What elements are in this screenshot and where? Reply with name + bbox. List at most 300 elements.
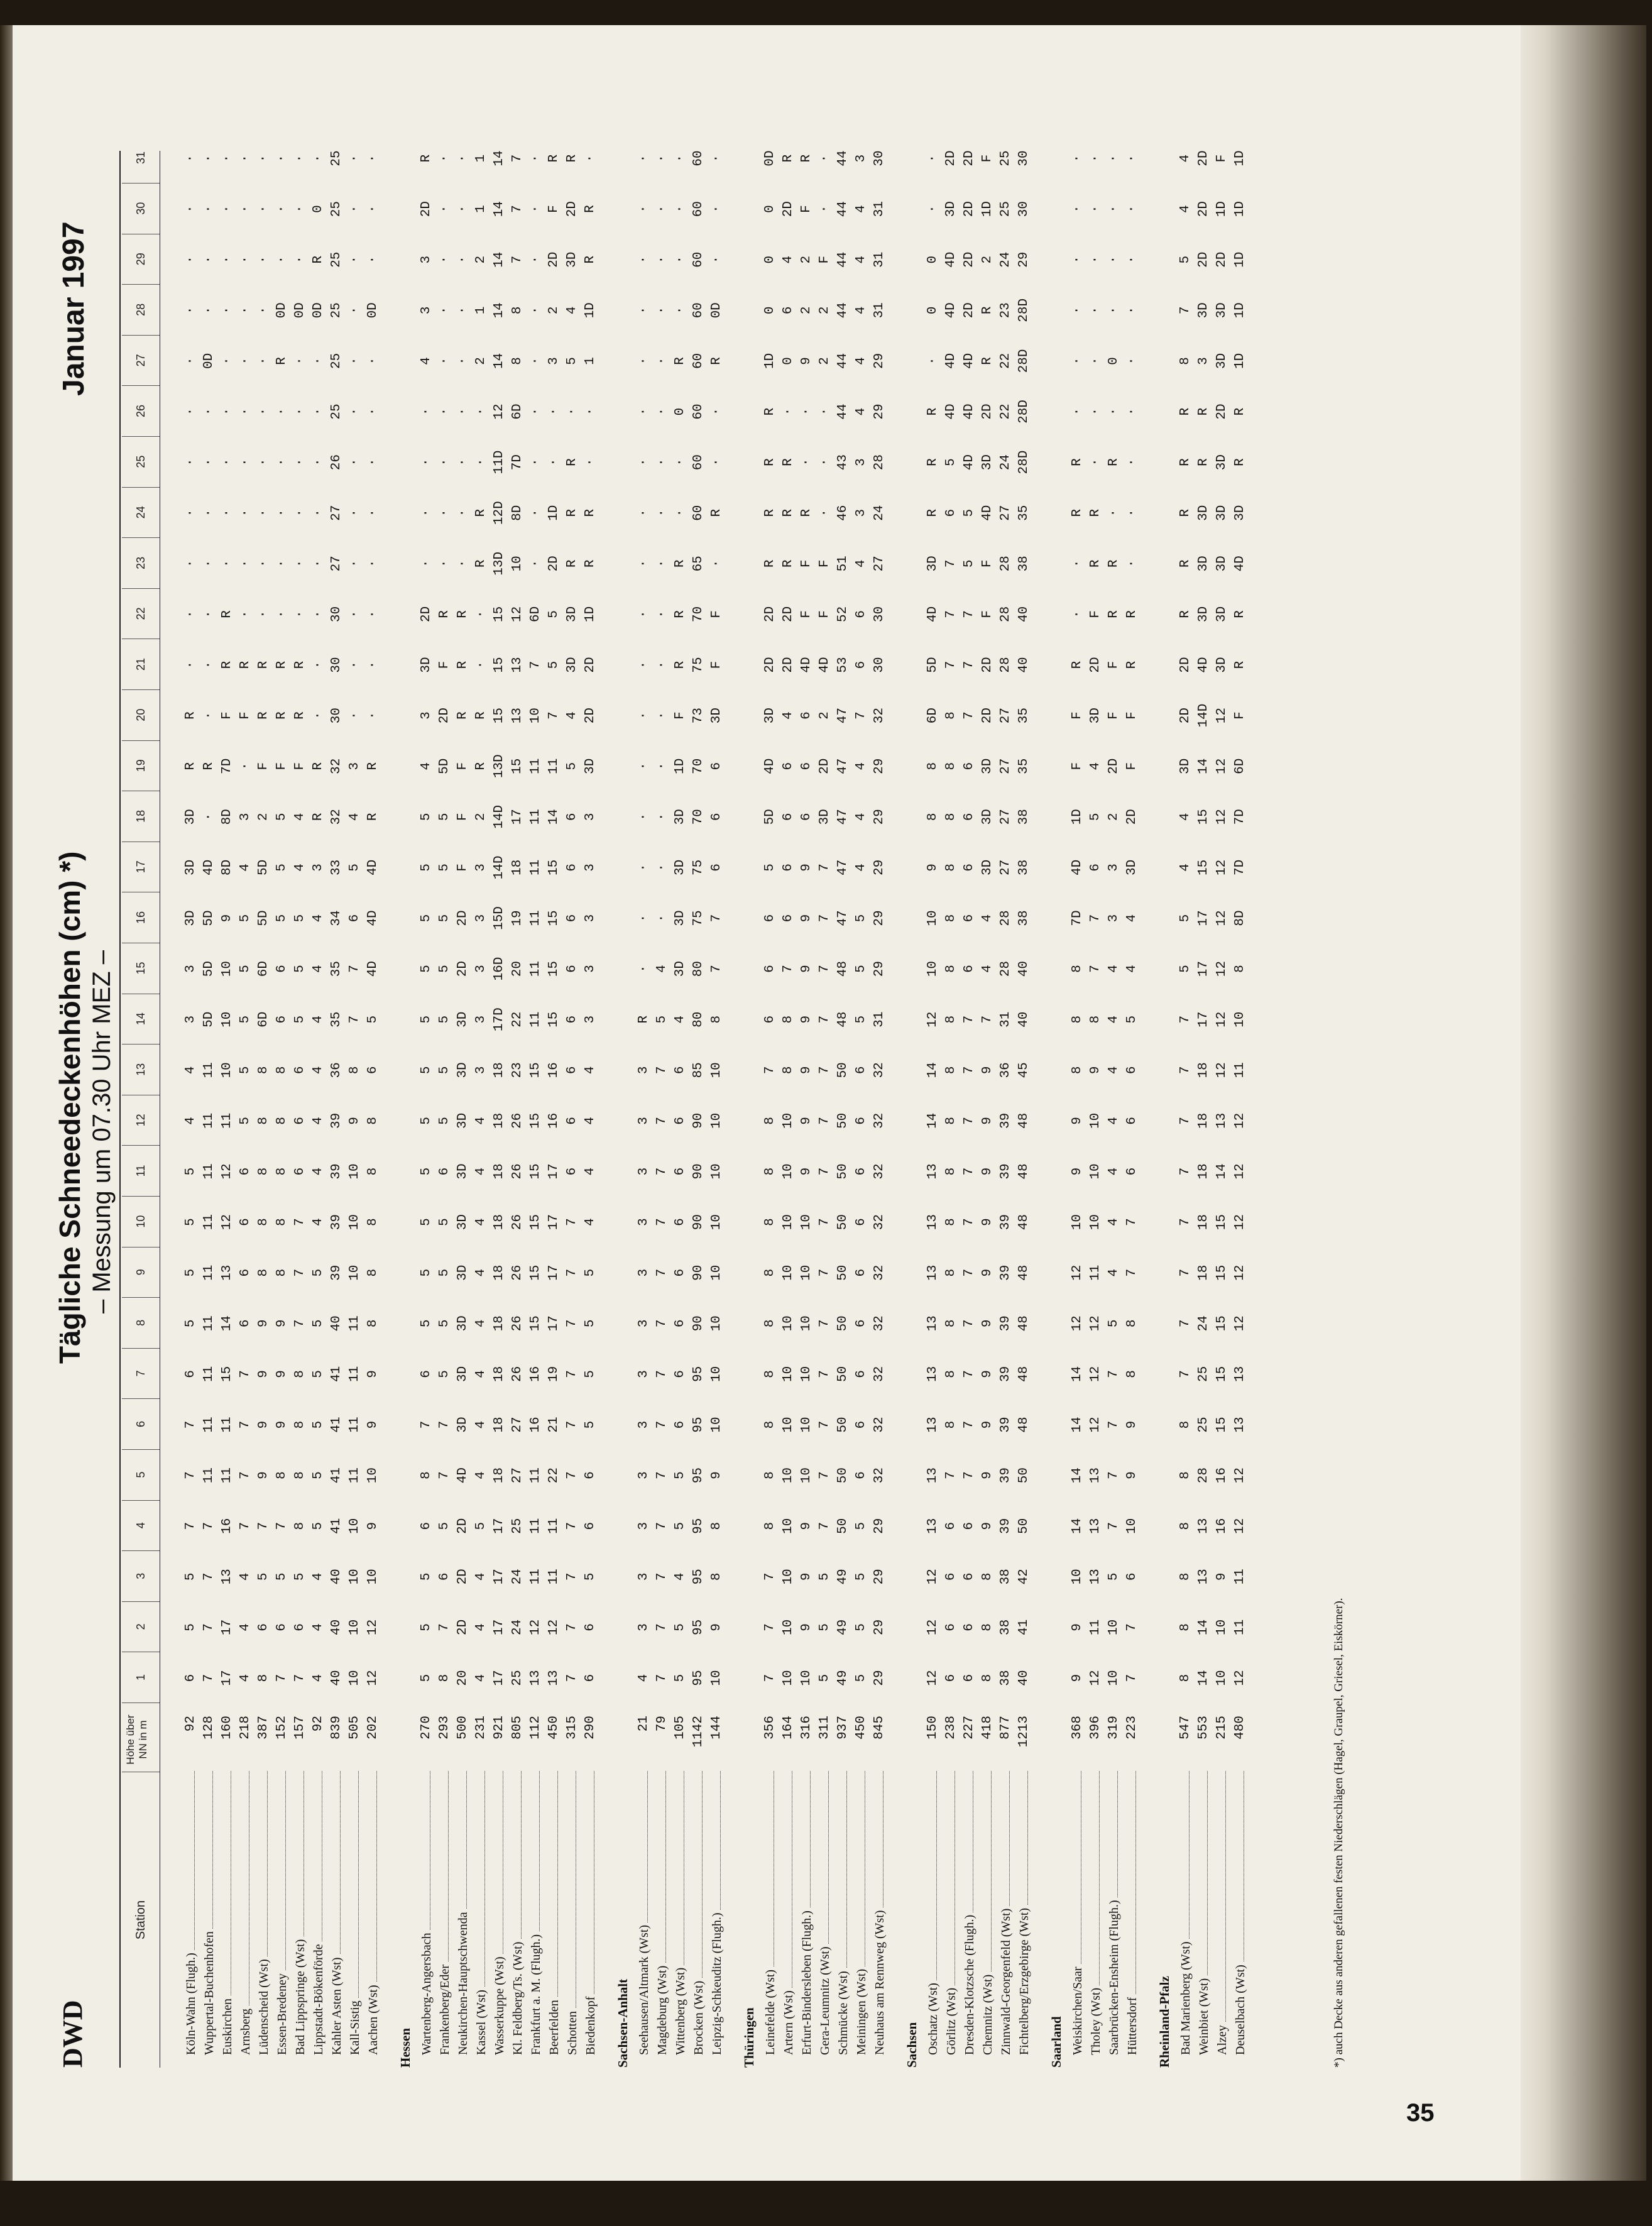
snow-depth-cell: 8 bbox=[763, 1167, 777, 1176]
snow-depth-cell: 28D bbox=[1017, 450, 1031, 474]
snow-depth-cell: 8 bbox=[980, 1572, 995, 1581]
snow-depth-cell: 25 bbox=[510, 1670, 525, 1686]
station-name bbox=[1087, 1766, 1105, 2055]
station-altitude: 202 bbox=[366, 1716, 380, 1740]
snow-depth-cell: 6 bbox=[962, 762, 976, 770]
snow-depth-cell: · bbox=[220, 559, 234, 568]
snow-depth-cell: 13 bbox=[926, 1417, 940, 1433]
snow-depth-cell: 15D bbox=[492, 906, 506, 930]
snow-depth-cell: 9 bbox=[1070, 1117, 1085, 1125]
snow-depth-cell: · bbox=[673, 154, 687, 163]
snow-depth-cell: 5 bbox=[238, 914, 253, 923]
snow-depth-cell: 5 bbox=[293, 1572, 307, 1581]
snow-depth-cell: 53 bbox=[836, 657, 850, 673]
snow-depth-cell: 8 bbox=[763, 1117, 777, 1125]
snow-depth-cell: · bbox=[256, 610, 271, 618]
snow-depth-cell: · bbox=[202, 508, 216, 517]
snow-depth-cell: · bbox=[202, 711, 216, 720]
snow-depth-cell: 18 bbox=[1196, 1112, 1211, 1129]
snow-depth-cell: · bbox=[256, 205, 271, 213]
snow-depth-cell: 48 bbox=[1017, 1315, 1031, 1332]
snow-depth-cell: 8 bbox=[944, 1066, 958, 1075]
snow-depth-cell: 4 bbox=[311, 965, 325, 973]
table-row bbox=[328, 151, 346, 2068]
snow-depth-cell: 5 bbox=[1107, 1572, 1121, 1581]
snow-depth-cell: 5 bbox=[818, 1572, 832, 1581]
snow-depth-cell: 13 bbox=[1088, 1569, 1103, 1585]
snow-depth-cell: 3D bbox=[1196, 505, 1211, 521]
station-altitude: 315 bbox=[565, 1716, 579, 1740]
snow-depth-cell: 10 bbox=[347, 1670, 362, 1686]
snow-depth-cell: 30 bbox=[329, 708, 344, 724]
snow-depth-cell: 24 bbox=[998, 454, 1013, 471]
snow-depth-cell: 12 bbox=[1233, 1214, 1247, 1231]
snow-depth-cell: 3D bbox=[926, 556, 940, 572]
snow-depth-cell: R bbox=[1070, 661, 1085, 669]
snow-depth-cell: 2D bbox=[1196, 251, 1211, 268]
station-label: Alzey bbox=[1215, 2022, 1229, 2055]
snow-depth-cell: · bbox=[456, 407, 470, 416]
snow-depth-cell: 4D bbox=[818, 657, 832, 673]
snow-depth-cell: 51 bbox=[836, 556, 850, 572]
snow-depth-cell: · bbox=[456, 508, 470, 517]
snow-depth-cell: 23 bbox=[510, 1062, 525, 1078]
snow-depth-cell: 4 bbox=[1178, 864, 1193, 872]
snow-depth-cell: 2D bbox=[962, 201, 976, 217]
snow-depth-cell: 3D bbox=[1233, 505, 1247, 521]
snow-depth-cell: 4 bbox=[238, 864, 253, 872]
snow-depth-cell: 8 bbox=[1178, 357, 1193, 365]
snow-depth-cell: 7 bbox=[293, 1218, 307, 1226]
snow-depth-cell: R bbox=[926, 458, 940, 466]
snow-depth-cell: 95 bbox=[691, 1366, 706, 1383]
snow-depth-cell: 5 bbox=[818, 1623, 832, 1631]
station-name bbox=[564, 1766, 581, 2055]
snow-depth-cell: 17 bbox=[1196, 1011, 1211, 1028]
column-header-altitude: Höhe über NN in m bbox=[124, 1714, 149, 1765]
station-name bbox=[346, 1766, 364, 2055]
station-name bbox=[834, 1766, 852, 2055]
snow-depth-cell: 42 bbox=[1017, 1569, 1031, 1585]
snow-depth-cell: 10 bbox=[347, 1518, 362, 1534]
table-row bbox=[654, 151, 671, 2068]
snow-depth-cell: 9 bbox=[980, 1420, 995, 1429]
snow-depth-cell: 4 bbox=[347, 813, 362, 821]
snow-depth-cell: 7 bbox=[655, 1066, 669, 1075]
snow-depth-cell: 39 bbox=[998, 1417, 1013, 1433]
snow-depth-cell: 4D bbox=[944, 353, 958, 370]
snow-depth-cell: 6 bbox=[565, 864, 579, 872]
snow-depth-cell: 10 bbox=[347, 1163, 362, 1180]
snow-depth-cell: · bbox=[565, 407, 579, 416]
station-label: Frankenberg/Eder bbox=[438, 1962, 452, 2055]
snow-depth-cell: 35 bbox=[1017, 708, 1031, 724]
snow-depth-cell: 17 bbox=[1196, 910, 1211, 926]
station-label: Fichtelberg/Erzgebirge (Wst) bbox=[1017, 1905, 1031, 2055]
snow-depth-cell: R bbox=[565, 458, 579, 466]
station-label: Kahler Asten (Wst) bbox=[330, 1955, 344, 2055]
snow-depth-cell: 47 bbox=[836, 859, 850, 876]
snow-depth-cell: 39 bbox=[998, 1518, 1013, 1534]
snow-depth-cell: · bbox=[220, 255, 234, 264]
snow-depth-cell: 10 bbox=[799, 1264, 814, 1281]
snow-depth-cell: 24 bbox=[510, 1619, 525, 1636]
snow-depth-cell: F bbox=[238, 711, 253, 720]
snow-depth-cell: 17 bbox=[547, 1264, 561, 1281]
snow-depth-cell: · bbox=[926, 357, 940, 365]
snow-depth-cell: · bbox=[275, 205, 289, 213]
snow-depth-cell: R bbox=[474, 711, 488, 720]
table-row bbox=[454, 151, 472, 2068]
snow-depth-cell: 12 bbox=[926, 1569, 940, 1585]
snow-depth-cell: 9 bbox=[1070, 1167, 1085, 1176]
snow-depth-cell: 3 bbox=[1196, 357, 1211, 365]
snow-depth-cell: · bbox=[256, 255, 271, 264]
snow-depth-cell: 6 bbox=[854, 1066, 868, 1075]
snow-depth-cell: · bbox=[437, 154, 452, 163]
snow-depth-cell: 7 bbox=[437, 1471, 452, 1479]
snow-depth-cell: · bbox=[655, 154, 669, 163]
snow-depth-cell: 17D bbox=[492, 1007, 506, 1032]
snow-depth-cell: 28D bbox=[1017, 349, 1031, 373]
snow-depth-cell: 5 bbox=[854, 1674, 868, 1682]
snow-depth-cell: 7 bbox=[962, 1167, 976, 1176]
snow-depth-cell: 8 bbox=[944, 1015, 958, 1024]
snow-depth-cell: 10 bbox=[1107, 1670, 1121, 1686]
snow-depth-cell: · bbox=[238, 154, 253, 163]
snow-depth-cell: · bbox=[347, 610, 362, 618]
table-row bbox=[219, 151, 236, 2068]
snow-depth-cell: 8 bbox=[709, 1572, 724, 1581]
snow-depth-cell: 32 bbox=[872, 708, 887, 724]
snow-depth-cell: 3D bbox=[1196, 606, 1211, 623]
station-name bbox=[527, 1766, 545, 2055]
snow-depth-cell: 4 bbox=[1088, 762, 1103, 770]
snow-depth-cell: 60 bbox=[691, 353, 706, 370]
snow-depth-cell: 26 bbox=[510, 1315, 525, 1332]
station-name bbox=[200, 1766, 218, 2055]
snow-depth-cell: 25 bbox=[329, 201, 344, 217]
snow-depth-cell: 6 bbox=[673, 1420, 687, 1429]
snow-depth-cell: · bbox=[637, 357, 651, 365]
column-header-day: 10 bbox=[122, 1197, 160, 1247]
snow-depth-cell: 90 bbox=[691, 1163, 706, 1180]
snow-depth-cell: 14D bbox=[492, 804, 506, 829]
snow-depth-cell: 5 bbox=[1088, 813, 1103, 821]
snow-depth-cell: 4 bbox=[311, 914, 325, 923]
station-name bbox=[328, 1766, 346, 2055]
snow-depth-cell: 3D bbox=[763, 708, 777, 724]
snow-depth-cell: 5 bbox=[673, 1623, 687, 1631]
snow-depth-cell: 39 bbox=[329, 1112, 344, 1129]
snow-depth-cell: 6D bbox=[510, 403, 525, 420]
station-label: Gera-Leumnitz (Wst) bbox=[818, 1944, 832, 2055]
column-header-day: 25 bbox=[122, 437, 160, 488]
snow-depth-cell: 7 bbox=[1125, 1674, 1139, 1682]
snow-depth-cell: 15 bbox=[492, 708, 506, 724]
snow-depth-cell: 29 bbox=[1017, 251, 1031, 268]
snow-depth-cell: 5 bbox=[944, 458, 958, 466]
group-heading: Sachsen-Anhalt bbox=[615, 1978, 630, 2068]
station-name bbox=[237, 1766, 254, 2055]
snow-depth-cell: R bbox=[926, 508, 940, 517]
snow-depth-cell: 8 bbox=[944, 813, 958, 821]
snow-depth-cell: 7 bbox=[347, 1015, 362, 1024]
snow-depth-cell: 18 bbox=[492, 1264, 506, 1281]
snow-depth-cell: 5 bbox=[547, 610, 561, 618]
station-label: Artern (Wst) bbox=[782, 1988, 796, 2055]
snow-depth-cell: 35 bbox=[1017, 505, 1031, 521]
snow-depth-cell: 28 bbox=[998, 556, 1013, 572]
station-altitude: 79 bbox=[655, 1716, 669, 1732]
snow-depth-cell: 49 bbox=[836, 1569, 850, 1585]
snow-depth-cell: 95 bbox=[691, 1417, 706, 1433]
snow-depth-cell: 10 bbox=[709, 1670, 724, 1686]
station-label: Kl. Feldberg/Ts. (Wst) bbox=[511, 1939, 525, 2055]
snow-depth-cell: · bbox=[709, 458, 724, 466]
snow-depth-cell: 8 bbox=[1088, 1015, 1103, 1024]
snow-depth-cell: 26 bbox=[510, 1112, 525, 1129]
snow-depth-cell: 7 bbox=[293, 1674, 307, 1682]
station-label: Wittenberg (Wst) bbox=[674, 1965, 687, 2055]
table-row bbox=[346, 151, 364, 2068]
snow-depth-cell: 25 bbox=[329, 403, 344, 420]
snow-depth-cell: · bbox=[655, 205, 669, 213]
snow-depth-cell: R bbox=[763, 407, 777, 416]
snow-depth-cell: 2 bbox=[799, 255, 814, 264]
snow-depth-cell: F bbox=[275, 762, 289, 770]
snow-depth-cell: 13 bbox=[510, 657, 525, 673]
snow-depth-cell: 27 bbox=[329, 556, 344, 572]
snow-depth-cell: · bbox=[366, 661, 380, 669]
snow-depth-cell: 6 bbox=[709, 813, 724, 821]
snow-depth-cell: · bbox=[311, 458, 325, 466]
station-label: Leinefelde (Wst) bbox=[763, 1967, 777, 2055]
snow-depth-cell: 5 bbox=[673, 1471, 687, 1479]
snow-depth-cell: 4 bbox=[673, 1572, 687, 1581]
snow-depth-cell: 2D bbox=[818, 758, 832, 774]
snow-depth-cell: R bbox=[709, 508, 724, 517]
snow-depth-cell: 10 bbox=[781, 1417, 796, 1433]
snow-depth-cell: 6 bbox=[962, 1572, 976, 1581]
snow-depth-cell: R bbox=[1178, 610, 1193, 618]
snow-depth-cell: 4 bbox=[419, 357, 434, 365]
snow-depth-cell: 7 bbox=[275, 1521, 289, 1530]
snow-depth-cell: 10 bbox=[366, 1569, 380, 1585]
snow-depth-cell: 5 bbox=[854, 1572, 868, 1581]
snow-depth-cell: 29 bbox=[872, 1518, 887, 1534]
snow-depth-cell: 7 bbox=[763, 1572, 777, 1581]
snow-depth-cell: 8 bbox=[944, 1268, 958, 1277]
snow-depth-cell: 50 bbox=[836, 1112, 850, 1129]
snow-depth-cell: 10 bbox=[1125, 1518, 1139, 1534]
snow-depth-cell: 2D bbox=[980, 708, 995, 724]
snow-depth-cell: 3 bbox=[474, 914, 488, 923]
snow-depth-cell: 60 bbox=[691, 150, 706, 167]
snow-depth-cell: 40 bbox=[1017, 961, 1031, 977]
snow-depth-cell: · bbox=[1088, 407, 1103, 416]
snow-depth-cell: 35 bbox=[1017, 758, 1031, 774]
snow-depth-cell: · bbox=[238, 508, 253, 517]
snow-depth-cell: 11 bbox=[202, 1163, 216, 1180]
snow-depth-cell: R bbox=[637, 1015, 651, 1024]
snow-depth-cell: · bbox=[366, 407, 380, 416]
snow-depth-cell: 7 bbox=[565, 1572, 579, 1581]
snow-depth-cell: · bbox=[637, 762, 651, 770]
snow-depth-cell: 12 bbox=[220, 1163, 234, 1180]
snow-depth-cell: 50 bbox=[836, 1214, 850, 1231]
station-altitude: 215 bbox=[1215, 1716, 1229, 1740]
snow-depth-cell: 28 bbox=[998, 606, 1013, 623]
snow-depth-cell: 21 bbox=[547, 1417, 561, 1433]
snow-depth-cell: 11 bbox=[1233, 1062, 1247, 1078]
snow-depth-cell: 5 bbox=[183, 1218, 198, 1226]
snow-depth-cell: 5 bbox=[293, 965, 307, 973]
snow-depth-cell: 12 bbox=[492, 403, 506, 420]
snow-depth-cell: 2D bbox=[1196, 150, 1211, 167]
station-altitude: 877 bbox=[998, 1716, 1013, 1740]
snow-depth-cell: 8 bbox=[926, 813, 940, 821]
snow-depth-cell: R bbox=[474, 559, 488, 568]
snow-depth-cell: 2 bbox=[818, 711, 832, 720]
snow-depth-cell: 4D bbox=[456, 1467, 470, 1484]
snow-depth-cell: 3 bbox=[637, 1167, 651, 1176]
snow-depth-cell: · bbox=[456, 205, 470, 213]
snow-depth-cell: · bbox=[419, 407, 434, 416]
snow-depth-cell: 32 bbox=[872, 1062, 887, 1078]
snow-depth-cell: 25 bbox=[510, 1518, 525, 1534]
snow-depth-cell: 50 bbox=[836, 1315, 850, 1332]
snow-depth-cell: 15 bbox=[547, 859, 561, 876]
snow-depth-cell: 8 bbox=[944, 762, 958, 770]
column-header-day: 14 bbox=[122, 994, 160, 1044]
snow-depth-cell: 0D bbox=[311, 302, 325, 319]
snow-depth-cell: 39 bbox=[998, 1214, 1013, 1231]
snow-depth-cell: 6 bbox=[854, 1117, 868, 1125]
snow-depth-cell: 18 bbox=[1196, 1062, 1211, 1078]
snow-depth-cell: 7 bbox=[510, 255, 525, 264]
snow-depth-cell: R bbox=[256, 661, 271, 669]
snow-depth-cell: 5 bbox=[238, 965, 253, 973]
snow-depth-cell: R bbox=[366, 762, 380, 770]
snow-depth-cell: 2D bbox=[547, 556, 561, 572]
snow-depth-cell: F bbox=[709, 661, 724, 669]
snow-depth-cell: 7 bbox=[202, 1674, 216, 1682]
snow-depth-cell: 7 bbox=[655, 1319, 669, 1328]
snow-depth-cell: 4 bbox=[311, 1167, 325, 1176]
snow-depth-cell: · bbox=[256, 559, 271, 568]
snow-depth-cell: 8 bbox=[366, 1167, 380, 1176]
snow-depth-cell: 2D bbox=[1215, 251, 1229, 268]
station-name bbox=[454, 1766, 472, 2055]
snow-depth-cell: 7 bbox=[238, 1420, 253, 1429]
snow-depth-cell: 10 bbox=[366, 1467, 380, 1484]
snow-depth-cell: 20 bbox=[510, 961, 525, 977]
snow-depth-cell: 2D bbox=[763, 657, 777, 673]
snow-depth-cell: F bbox=[1215, 154, 1229, 163]
snow-depth-cell: 7 bbox=[763, 1674, 777, 1682]
snow-depth-cell: 7 bbox=[293, 1268, 307, 1277]
snow-depth-cell: 2D bbox=[1178, 657, 1193, 673]
snow-depth-cell: 6 bbox=[854, 1218, 868, 1226]
snow-depth-cell: 6 bbox=[1125, 1066, 1139, 1075]
snow-depth-cell: · bbox=[655, 914, 669, 923]
snow-depth-cell: 10 bbox=[799, 1467, 814, 1484]
snow-depth-cell: · bbox=[238, 407, 253, 416]
snow-depth-cell: 75 bbox=[691, 910, 706, 926]
snow-depth-cell: 5 bbox=[419, 1066, 434, 1075]
snow-depth-cell: 7 bbox=[818, 965, 832, 973]
rotated-table-page bbox=[53, 145, 1364, 2068]
snow-depth-cell: 14 bbox=[1070, 1518, 1085, 1534]
snow-depth-cell: 29 bbox=[872, 758, 887, 774]
snow-depth-cell: · bbox=[456, 357, 470, 365]
snow-depth-cell: 24 bbox=[872, 505, 887, 521]
snow-depth-cell: 3D bbox=[183, 910, 198, 926]
snow-depth-cell: 6 bbox=[799, 813, 814, 821]
snow-depth-cell: 32 bbox=[872, 1366, 887, 1383]
snow-depth-cell: 5 bbox=[419, 1572, 434, 1581]
snow-depth-cell: 9 bbox=[366, 1370, 380, 1378]
snow-depth-cell: 32 bbox=[872, 1264, 887, 1281]
column-header-day: 31 bbox=[122, 133, 160, 184]
snow-depth-cell: 14 bbox=[1070, 1366, 1085, 1383]
snow-depth-cell: 49 bbox=[836, 1670, 850, 1686]
snow-depth-cell: F bbox=[1070, 762, 1085, 770]
snow-depth-cell: 2D bbox=[456, 1518, 470, 1534]
snow-depth-cell: 3D bbox=[456, 1163, 470, 1180]
snow-depth-cell: 13 bbox=[1215, 1112, 1229, 1129]
snow-depth-cell: 11 bbox=[528, 859, 543, 876]
snow-depth-cell: 70 bbox=[691, 606, 706, 623]
snow-depth-cell: 7 bbox=[655, 1218, 669, 1226]
snow-depth-cell: 27 bbox=[510, 1417, 525, 1433]
snow-depth-cell: 5 bbox=[854, 965, 868, 973]
snow-depth-cell: 25 bbox=[998, 201, 1013, 217]
table-row bbox=[237, 151, 254, 2068]
snow-depth-cell: 6 bbox=[854, 1319, 868, 1328]
station-altitude: 839 bbox=[329, 1716, 344, 1740]
snow-depth-cell: F bbox=[818, 559, 832, 568]
snow-depth-cell: 10 bbox=[709, 1366, 724, 1383]
station-name bbox=[997, 1766, 1015, 2055]
snow-depth-cell: · bbox=[528, 407, 543, 416]
snow-depth-cell: R bbox=[583, 508, 598, 517]
snow-depth-cell: 7 bbox=[510, 154, 525, 163]
snow-depth-cell: R bbox=[1196, 407, 1211, 416]
snow-depth-cell: R bbox=[1070, 508, 1085, 517]
snow-depth-cell: F bbox=[1070, 711, 1085, 720]
snow-depth-cell: 2D bbox=[1215, 403, 1229, 420]
snow-depth-cell: 16 bbox=[547, 1062, 561, 1078]
station-name bbox=[654, 1766, 671, 2055]
snow-depth-cell: 5 bbox=[293, 1015, 307, 1024]
table-row bbox=[943, 151, 960, 2068]
book-page-edges bbox=[1521, 25, 1646, 2181]
snow-depth-cell: 15 bbox=[528, 1214, 543, 1231]
station-label: Hüttersdorf bbox=[1125, 1995, 1139, 2055]
snow-depth-cell: · bbox=[293, 508, 307, 517]
snow-depth-cell: 14 bbox=[1196, 758, 1211, 774]
snow-depth-cell: 26 bbox=[510, 1214, 525, 1231]
snow-depth-cell: R bbox=[311, 762, 325, 770]
station-altitude: 21 bbox=[637, 1716, 651, 1732]
station-label: Brocken (Wst) bbox=[692, 1978, 706, 2055]
station-name bbox=[491, 1766, 508, 2055]
snow-depth-cell: R bbox=[1178, 407, 1193, 416]
snow-depth-cell: F bbox=[673, 711, 687, 720]
snow-depth-cell: 9 bbox=[799, 1623, 814, 1631]
